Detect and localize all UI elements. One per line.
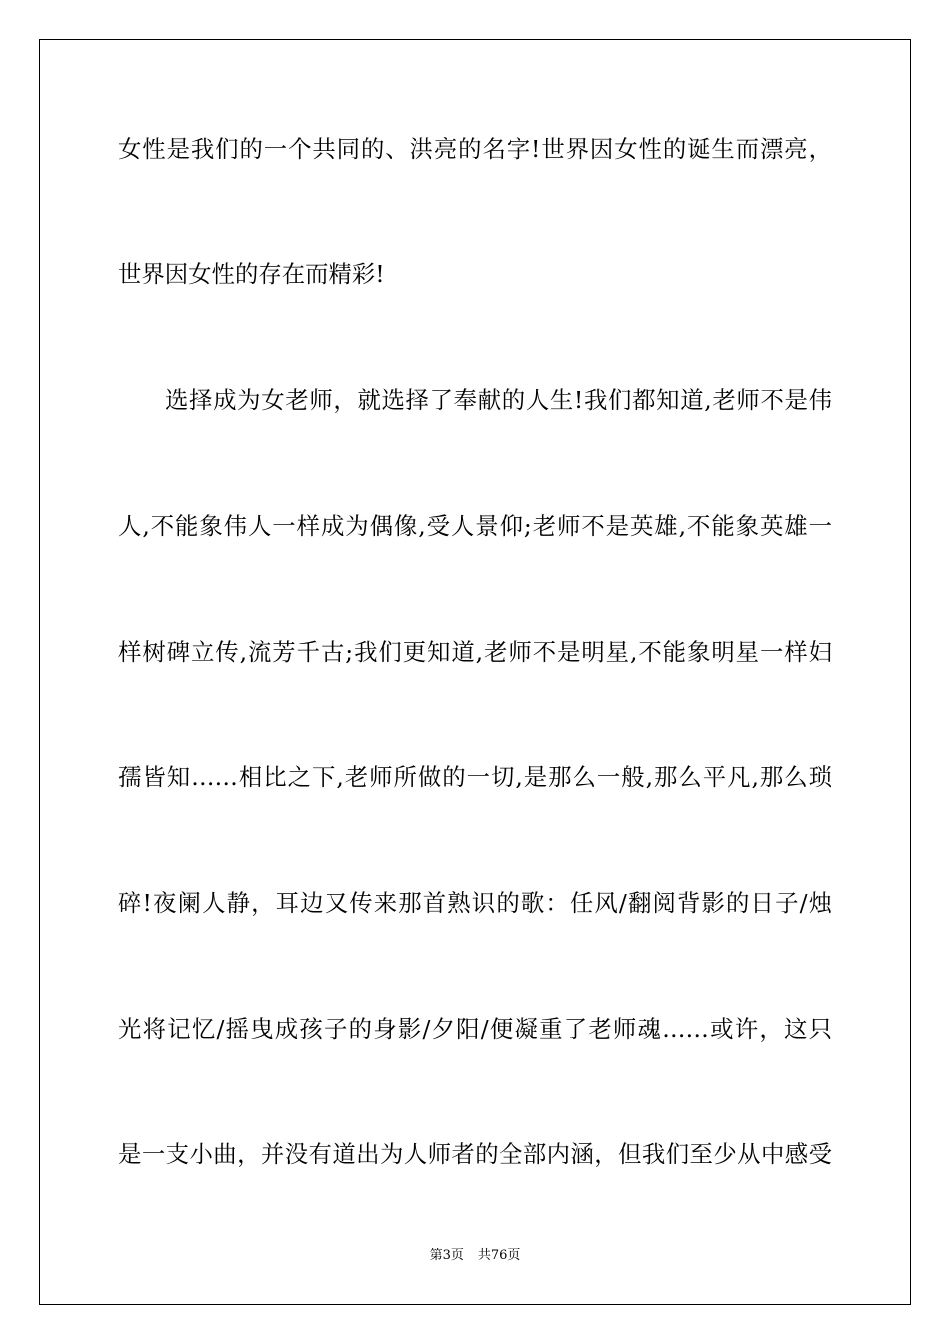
body-text-line-8: 光将记忆/摇曳成孩子的身影/夕阳/便凝重了老师魂……或许，这只: [118, 1015, 832, 1043]
body-text-line-7: 碎!夜阑人静，耳边又传来那首熟识的歌：任风/翻阅背影的日子/烛: [118, 889, 832, 917]
body-text-line-6: 孺皆知……相比之下,老师所做的一切,是那么一般,那么平凡,那么琐: [118, 763, 832, 791]
body-text-line-1: 女性是我们的一个共同的、洪亮的名字!世界因女性的诞生而漂亮，: [118, 135, 832, 163]
body-text-line-2: 世界因女性的存在而精彩!: [118, 260, 385, 288]
page-footer: [0, 1246, 950, 1266]
body-text-line-9: 是一支小曲，并没有道出为人师者的全部内涵，但我们至少从中感受: [118, 1140, 832, 1168]
body-text-line-5: 样树碑立传,流芳千古;我们更知道,老师不是明星,不能象明星一样妇: [118, 638, 832, 666]
page-number: 第3页: [429, 1248, 464, 1263]
page-frame: [39, 39, 911, 1305]
body-text-line-3: 选择成为女老师，就选择了奉献的人生!我们都知道,老师不是伟: [165, 386, 832, 414]
page-total: 共76页: [477, 1248, 521, 1263]
body-text-line-4: 人,不能象伟人一样成为偶像,受人景仰;老师不是英雄,不能象英雄一: [118, 512, 832, 540]
